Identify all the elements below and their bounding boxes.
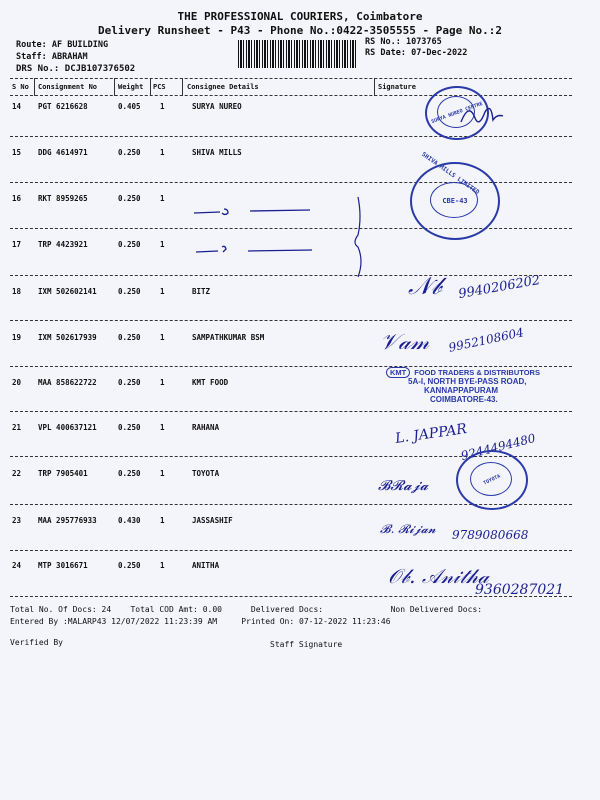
row-pcs: 1 xyxy=(160,561,165,570)
row-pcs: 1 xyxy=(160,287,165,296)
row-separator xyxy=(10,136,572,137)
company-title: THE PROFESSIONAL COURIERS, Coimbatore xyxy=(177,10,423,23)
col-signature: Signature xyxy=(378,83,416,91)
row-consignee: SAMPATHKUMAR BSM xyxy=(192,333,265,342)
row-pcs: 1 xyxy=(160,102,165,111)
row-pcs: 1 xyxy=(160,516,165,525)
row-sno: 22 xyxy=(12,469,22,478)
signature-24: 𝒪𝒷. 𝒜𝓃𝒾𝓉𝒽𝒶 xyxy=(388,564,489,588)
row-weight: 0.250 xyxy=(118,378,141,387)
row-consignment: IXM 502617939 xyxy=(38,333,97,342)
row-consignment: MAA 295776933 xyxy=(38,516,97,525)
rs-no-line: RS No.: 1073765 xyxy=(365,37,442,47)
col-sno: S No xyxy=(12,83,29,91)
signature-23: 𝓑. 𝓡𝓲𝓳𝓪𝓷 xyxy=(380,522,436,536)
signature-19-phone: 9952108604 xyxy=(447,325,525,355)
row-pcs: 1 xyxy=(160,194,165,203)
row-consignment: DDG 4614971 xyxy=(38,148,88,157)
row-weight: 0.250 xyxy=(118,333,141,342)
row-pcs: 1 xyxy=(160,423,165,432)
handwritten-dashes xyxy=(190,195,380,285)
row-consignment: VPL 400637121 xyxy=(38,423,97,432)
surya-stamp: SURYA NUREO CENTRE xyxy=(425,86,489,140)
signature-23-phone: 9789080668 xyxy=(452,528,529,542)
col-divider xyxy=(114,78,115,96)
row-sno: 15 xyxy=(12,148,22,157)
signature-19: 𝒱𝒶𝓂 xyxy=(380,330,430,355)
row-sno: 16 xyxy=(12,194,22,203)
col-consignee: Consignee Details xyxy=(187,83,259,91)
row-pcs: 1 xyxy=(160,469,165,478)
row-pcs: 1 xyxy=(160,148,165,157)
row-weight: 0.250 xyxy=(118,148,141,157)
row-weight: 0.430 xyxy=(118,516,141,525)
row-separator xyxy=(10,550,572,551)
row-sno: 23 xyxy=(12,516,22,525)
row-separator xyxy=(10,320,572,321)
signature-18-phone: 9940206202 xyxy=(457,272,542,303)
footer-totals: Total No. Of Docs: 24 Total COD Amt: 0.00 Delivered Docs: Non Delivered Docs: xyxy=(10,605,483,614)
col-divider xyxy=(374,78,375,96)
row-consignment: TRP 4423921 xyxy=(38,240,88,249)
row-consignment: IXM 502602141 xyxy=(38,287,97,296)
staff-value: ABRAHAM xyxy=(51,52,88,62)
row-consignee: KMT FOOD xyxy=(192,378,229,387)
row-weight: 0.250 xyxy=(118,561,141,570)
row-weight: 0.250 xyxy=(118,423,141,432)
signature-18: 𝒩𝒷 xyxy=(408,272,442,300)
footer-entered: Entered By :MALARP43 12/07/2022 11:23:39 AM Printed On: 07-12-2022 11:23:46 xyxy=(10,617,391,626)
row-sno: 24 xyxy=(12,561,22,570)
route-line: Route: AF BUILDING xyxy=(16,40,109,50)
row-consignee: SURYA NUREO xyxy=(192,102,242,111)
signature-24-phone: 9360287021 xyxy=(475,582,565,598)
total-docs-value: 24 xyxy=(101,605,112,614)
col-divider xyxy=(182,78,183,96)
row-consignment: TRP 7905401 xyxy=(38,469,88,478)
row-pcs: 1 xyxy=(160,333,165,342)
row-consignee: TOYOTA xyxy=(192,469,220,478)
row-consignee: JASSASHIF xyxy=(192,516,233,525)
shiva-mills-stamp: SHIVA MILLS LIMITED CBE-43 xyxy=(410,162,500,240)
row-consignment: RKT 8959265 xyxy=(38,194,88,203)
row-consignee: SHIVA MILLS xyxy=(192,148,242,157)
header-rule-top xyxy=(10,78,572,79)
signature-21-phone: 9244494480 xyxy=(459,430,537,464)
row-sno: 20 xyxy=(12,378,22,387)
runsheet-title: Delivery Runsheet - P43 - Phone No.:0422-3505555 - Page No.:2 xyxy=(98,24,502,37)
col-divider xyxy=(150,78,151,96)
signature-21-name: L. JAPPAR xyxy=(394,421,468,447)
row-consignee: BITZ xyxy=(192,287,211,296)
row-weight: 0.250 xyxy=(118,287,141,296)
row-separator xyxy=(10,366,572,367)
kmt-stamp: KMT FOOD TRADERS & DISTRIBUTORS 5A-I, NORTH BYE-PASS ROAD, KANNAPPAPURAM COIMBATORE-43. xyxy=(386,368,576,404)
row-weight: 0.250 xyxy=(118,194,141,203)
route-value: AF BUILDING xyxy=(51,40,109,50)
row-consignment: MTP 3016671 xyxy=(38,561,88,570)
header-rule-bottom xyxy=(10,95,572,96)
drs-value: DCJB107376502 xyxy=(64,64,136,74)
row-consignment: PGT 6216628 xyxy=(38,102,88,111)
row-sno: 17 xyxy=(12,240,22,249)
row-separator xyxy=(10,411,572,412)
row-weight: 0.250 xyxy=(118,469,141,478)
col-pcs: PCS xyxy=(153,83,166,91)
col-consignment: Consignment No xyxy=(38,83,98,91)
cod-value: 0.00 xyxy=(202,605,222,614)
verified-by: Verified By xyxy=(10,638,63,647)
col-weight: Weight xyxy=(118,83,144,91)
row-pcs: 1 xyxy=(160,240,165,249)
kmt-logo: KMT xyxy=(386,367,410,378)
row-consignee: ANITHA xyxy=(192,561,220,570)
signature-22: 𝓑𝓡𝓪𝓳𝓪 xyxy=(378,478,429,494)
row-sno: 19 xyxy=(12,333,22,342)
staff-signature: Staff Signature xyxy=(270,640,343,649)
signature-14 xyxy=(456,100,506,130)
row-pcs: 1 xyxy=(160,378,165,387)
col-divider xyxy=(34,78,35,96)
rs-date-line: RS Date: 07-Dec-2022 xyxy=(365,48,468,58)
row-consignment: MAA 858622722 xyxy=(38,378,97,387)
row-weight: 0.405 xyxy=(118,102,141,111)
toyota-stamp: TOYOTA xyxy=(456,450,528,510)
barcode xyxy=(238,40,358,68)
row-sno: 14 xyxy=(12,102,22,111)
staff-line: Staff: ABRAHAM xyxy=(16,52,88,62)
row-sno: 18 xyxy=(12,287,22,296)
row-sno: 21 xyxy=(12,423,22,432)
drs-line: DRS No.: DCJB107376502 xyxy=(16,64,136,74)
row-weight: 0.250 xyxy=(118,240,141,249)
row-consignee: RAHANA xyxy=(192,423,220,432)
